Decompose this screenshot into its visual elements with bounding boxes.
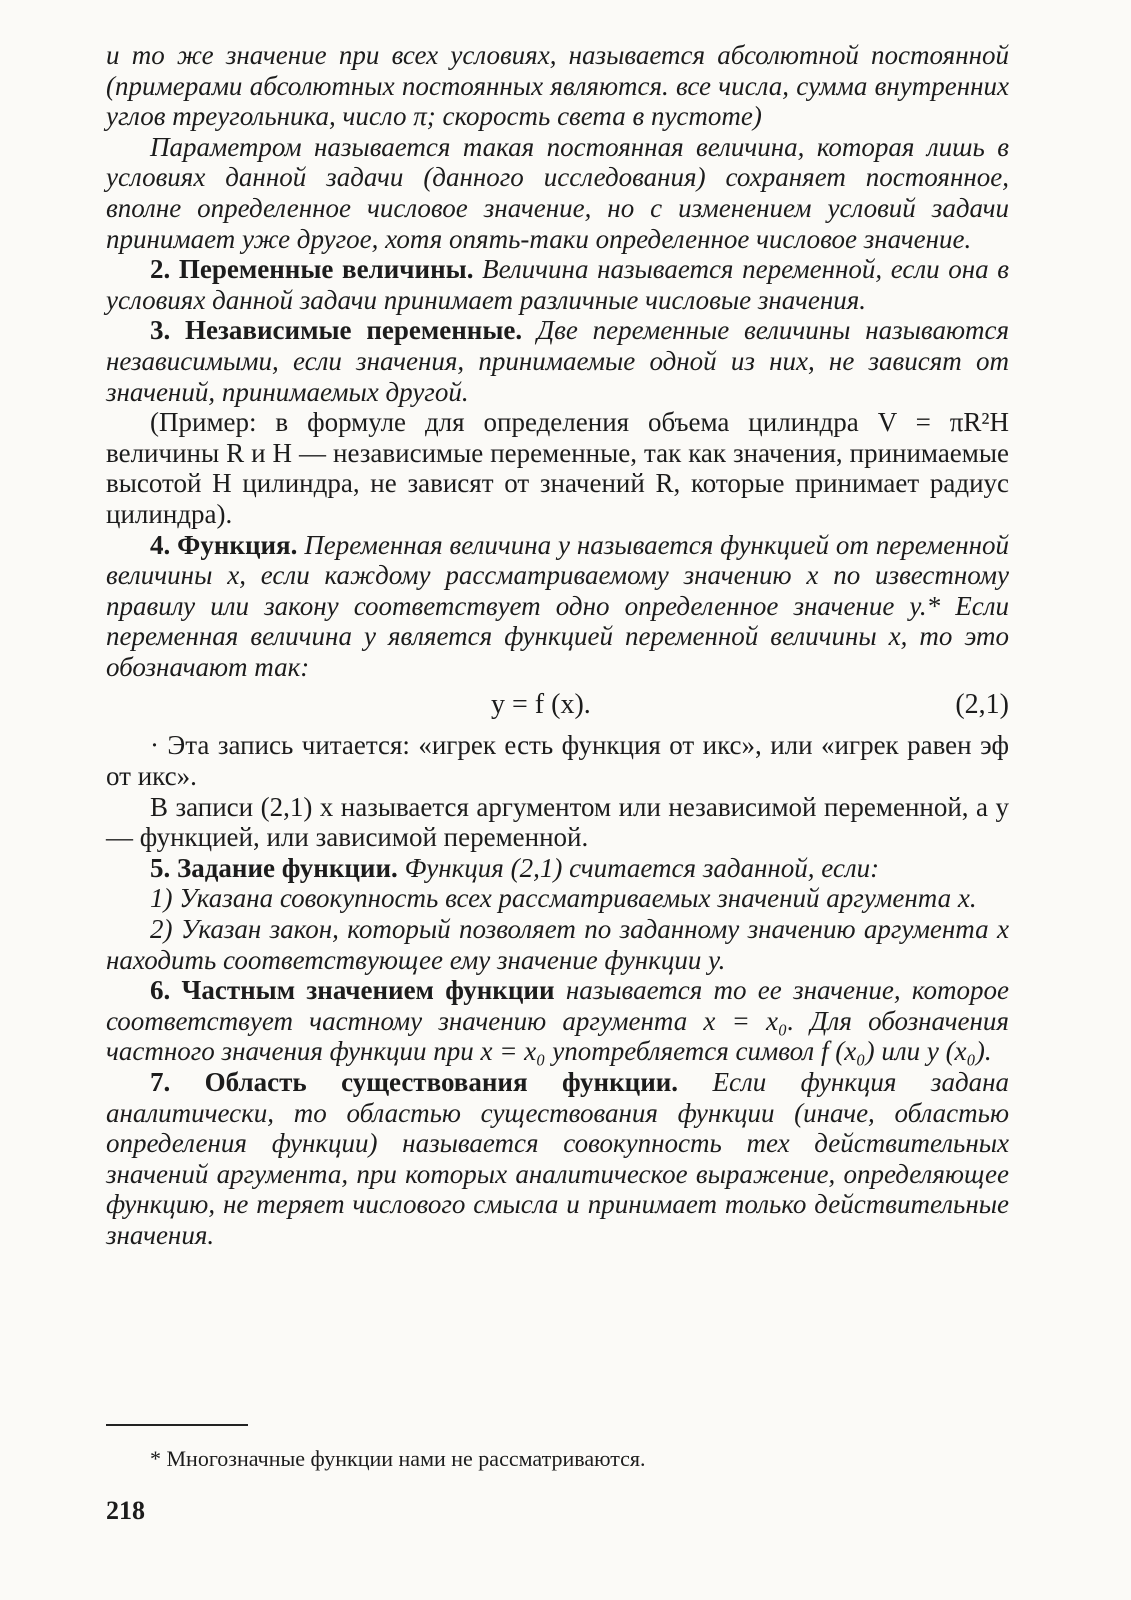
formula-expression: y = f (x). [491,689,591,721]
section-4-body: Переменная величина y называется функцией от переменной величины x, если каждому рассматриваемому значению x по известному правилу или закону соответствует одно определенное значение y.* Если переменная величина y является функцией переменной величины x, то это обозначают так: [106,529,1010,682]
section-5-body: Функция (2,1) считается заданной, если: [404,852,880,883]
section-5-item-1: 1) Указана совокупность всех рассматриваемых значений аргумента x. [150,883,977,914]
section-7-heading: 7. Область существования функции. [150,1067,679,1097]
section-4-paragraph [106,530,1009,683]
page-number: 218 [106,1496,145,1525]
section-3-paragraph [106,315,1009,407]
section-7-paragraph [106,1067,1009,1251]
footnote-divider [106,1424,248,1426]
formula-2-1 [106,686,1009,724]
section-5-heading: 5. Задание функции. [150,852,398,883]
section-5-paragraph [106,853,1009,884]
formula-number: (2,1) [955,689,1009,721]
section-2-heading: 2. Переменные величины. [150,254,474,285]
main-text [106,40,1009,1251]
cylinder-example: (Пример: в формуле для определения объема цилиндра V = πR²H величины R и H — независимые переменные, так как значения, принимаемые высотой H цилиндра, не зависят от значений R, которые принимает радиус цилиндра). [106,407,1009,529]
section-6-body: называется то ее значение, которое соответствует частному значению аргумента x = x₀. Для обозначения частного значения функции при x = x₀ употребляется символ f (x₀) или y (x₀). [106,975,1010,1067]
argument-paragraph: В записи (2,1) x называется аргументом или независимой переменной, а y — функцией, или зависимой переменной. [106,791,1009,853]
section-6-heading: 6. Частным значением функции [150,975,555,1006]
section-7-body: Если функция задана аналитически, то областью существования функции (иначе, областью определения функции) называется совокупность тех действительных значений аргумента, при которых аналитическое выражение, определяющее функцию, не теряет числового смысла и принимает только действительные значения. [106,1067,1009,1250]
section-3-body: Две переменные величины называются независимыми, если значения, принимаемые одной из них, не зависят от значений, принимаемых другой. [106,315,1010,407]
reading-paragraph: · Эта запись читается: «игрек есть функция от икс», или «игрек равен эф от икс». [106,730,1009,792]
absolute-constant-paragraph: и то же значение при всех условиях, называется абсолютной постоянной (примерами абсолютных постоянных являются. все числа, сумма внутренних углов треугольника, число π; скорость света в пустоте) [106,40,1009,132]
footnote: * Многозначные функции нами не рассматриваются. [150,1446,646,1471]
parameter-paragraph: Параметром называется такая постоянная величина, которая лишь в условиях данной задачи (данного исследования) сохраняет постоянное, вполне определенное числовое значение, но с изменением условий задачи принимает уже другое, хотя опять-таки определенное числовое значение. [106,131,1009,254]
section-4-heading: 4. Функция. [150,529,298,560]
section-2-body: Величина называется переменной, если она в условиях данной задачи принимает различные числовые значения. [106,254,1010,315]
section-2-paragraph [106,254,1009,315]
section-5-item-2: 2) Указан закон, который позволяет по заданному значению аргумента x находить соответствующее ему значение функции y. [106,914,1009,975]
section-6-paragraph [106,975,1009,1067]
section-3-heading: 3. Независимые переменные. [150,315,523,346]
